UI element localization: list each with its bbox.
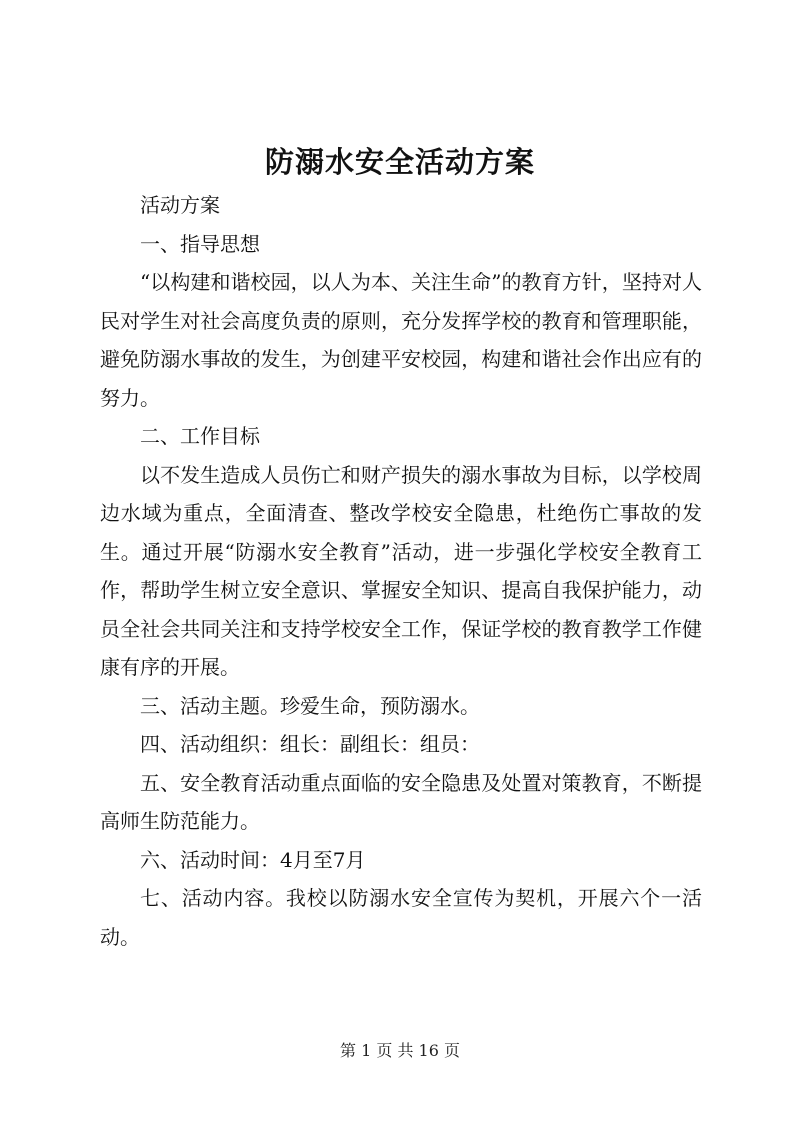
document-body [100, 186, 702, 956]
paragraph-heading-plan: 活动方案 [140, 193, 220, 217]
paragraph-activity-time: 六、活动时间：4月至7月 [140, 847, 366, 872]
paragraph-section-2-heading: 二、工作目标 [140, 424, 260, 448]
paragraph-work-goals: 以不发生造成人员伤亡和财产损失的溺水事故为目标，以学校周边水域为重点，全面清查、整改学校安全隐患，杜绝伤亡事故的发生。通过开展“防溺水安全教育”活动，进一步强化学校安全教育工作，帮助学生树立安全意识、掌握安全知识、提高自我保护能力，动员全社会共同关注和支持学校安全工作，保证学校的教育教学工作健康有序的开展。 [100, 462, 702, 679]
paragraph-activity-organization: 四、活动组织：组长：副组长：组员： [140, 732, 480, 756]
paragraph-guiding-ideology: “以构建和谐校园，以人为本、关注生命”的教育方针，坚持对人民对学生对社会高度负责的原则，充分发挥学校的教育和管理职能，避免防溺水事故的发生，为创建平安校园，构建和谐社会作出应有的努力。 [100, 270, 702, 410]
document-title: 防溺水安全活动方案 [264, 145, 535, 179]
paragraph-safety-education: 五、安全教育活动重点面临的安全隐患及处置对策教育，不断提高师生防范能力。 [100, 770, 702, 833]
paragraph-activity-theme: 三、活动主题。珍爱生命，预防溺水。 [140, 693, 480, 718]
page-footer: 第 1 页 共 16 页 [340, 1041, 460, 1060]
paragraph-section-1-heading: 一、指导思想 [140, 231, 260, 256]
paragraph-activity-content: 七、活动内容。我校以防溺水安全宣传为契机，开展六个一活动。 [100, 886, 702, 949]
